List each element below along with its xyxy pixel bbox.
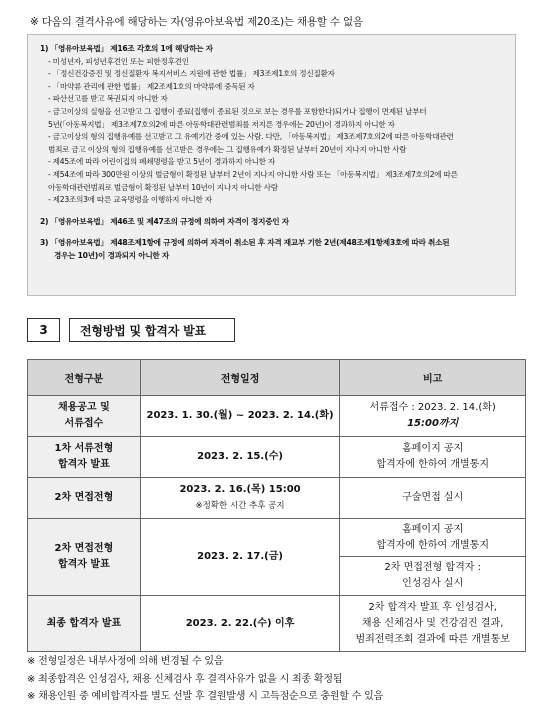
box-item: - 제23조의3에 따른 교육명령을 이행하지 아니한 자 — [48, 195, 212, 205]
date-cell: 2023. 2. 16.(목) 15:00 ※정확한 시간 추후 공지 — [140, 478, 340, 519]
box-item: - 제45조에 따라 어린이집의 폐쇄명령을 받고 5년이 경과하지 아니한 자 — [48, 157, 276, 167]
note-cell: 구술면접 실시 — [340, 478, 526, 519]
box-item-continued: 아동학대관련범죄로 벌금형이 확정된 날부터 10년이 지나지 아니한 사람 — [48, 182, 278, 192]
disqualification-box — [27, 34, 516, 296]
box-item-continued: 범죄로 금고 이상의 형의 집행유예를 선고받은 경우에는 그 집행유예가 확정된 날부터 20년이 지나지 아니한 사람 — [48, 144, 407, 154]
table-row — [28, 437, 526, 478]
stage-cell: 최종 합격자 발표 — [28, 596, 141, 652]
note-cell: 홈페이지 공지 합격자에 한하여 개별통지 — [340, 519, 526, 557]
column-header: 전형일정 — [140, 360, 340, 396]
box-heading-3-continued: 경우는 10년)이 경과되지 아니한 자 — [54, 250, 169, 260]
date-cell: 2023. 1. 30.(월) ~ 2023. 2. 14.(화) — [140, 396, 340, 437]
note-cell: 서류접수 : 2023. 2. 14.(화) 15:00까지 — [340, 396, 526, 437]
box-item: - 파산선고를 받고 복권되지 아니한 자 — [48, 94, 168, 104]
box-heading-1: 1) 「영유아보육법」 제16조 각호의 1에 해당하는 자 — [40, 44, 213, 53]
box-item: - 미성년자, 피성년후견인 또는 피한정후견인 — [48, 56, 189, 66]
table-row — [28, 396, 526, 437]
box-heading-3: 3) 「영유아보육법」 제48조제1항에 규정에 의하여 자격이 취소된 후 자격 재교부 기한 2년(제48조제1항제3호에 따라 취소된 — [40, 238, 450, 248]
date-cell: 2023. 2. 17.(금) — [140, 519, 340, 596]
footnote: ※ 채용인원 중 예비합격자를 별도 선발 후 결원발생 시 고득점순으로 충원할 수 있음 — [27, 691, 384, 702]
box-item: - 제54조에 따라 300만원 이상의 벌금형이 확정된 날부터 2년이 지나지 아니한 사람 또는 「아동복지법」 제3조제7호의2에 따른 — [48, 169, 458, 179]
column-header: 비고 — [340, 360, 526, 396]
box-item: - 「마약류 관리에 관한 법률」 제2조제1호의 마약류에 중독된 자 — [48, 81, 255, 91]
note-cell: 2차 면접전형 합격자 : 인성검사 실시 — [340, 557, 526, 596]
box-item: - 금고이상의 형의 집행유예를 선고받고 그 유예기간 중에 있는 사람. 다만, 「아동복지법」 제3조제7호의2에 따른 아동학대관련 — [48, 132, 454, 142]
footnotes — [27, 653, 383, 706]
stage-cell: 1차 서류전형 합격자 발표 — [28, 437, 141, 478]
box-item: - 금고이상의 실형을 선고받고 그 집행이 종료(집행이 종료된 것으로 보는 경우를 포함한다)되거나 집행이 면제된 날부터 — [48, 106, 427, 116]
date-cell: 2023. 2. 15.(수) — [140, 437, 340, 478]
stage-cell: 2차 면접전형 — [28, 478, 141, 519]
box-item: - 「정신건강증진 및 정신질환자 복지서비스 지원에 관한 법률」 제3조제1호의 정신질환자 — [48, 69, 335, 79]
stage-cell: 2차 면접전형 합격자 발표 — [28, 519, 141, 596]
date-cell: 2023. 2. 22.(수) 이후 — [140, 596, 340, 652]
column-header: 전형구분 — [28, 360, 141, 396]
stage-cell: 채용공고 및 서류접수 — [28, 396, 141, 437]
note-cell: 홈페이지 공지 합격자에 한하여 개별통지 — [340, 437, 526, 478]
table-row — [28, 596, 526, 652]
section-title: 전형방법 및 합격자 발표 — [69, 318, 235, 342]
schedule-table — [27, 359, 526, 652]
section-header — [27, 318, 235, 342]
box-item-continued: 5년(「아동복지법」 제3조제7호의2에 따른 아동학대관련범죄를 저지른 경우에는 20년)이 경과하지 아니한 자 — [48, 119, 395, 129]
table-row — [28, 519, 526, 557]
footnote: ※ 전형일정은 내부사정에 의해 변경될 수 있음 — [27, 656, 224, 667]
disqualification-note: ※ 다음의 결격사유에 해당하는 자(영유아보육법 제20조)는 채용할 수 없음 — [30, 16, 363, 28]
table-row — [28, 478, 526, 519]
section-number: 3 — [27, 318, 60, 342]
footnote: ※ 최종합격은 인성검사, 채용 신체검사 후 결격사유가 없을 시 최종 확정됨 — [27, 673, 343, 685]
table-header-row — [28, 360, 526, 396]
box-heading-2: 2) 「영유아보육법」 제46조 및 제47조의 규정에 의하여 자격이 정지중인 자 — [40, 216, 289, 226]
note-cell: 2차 합격자 발표 후 인성검사, 채용 신체검사 및 건강검진 결과, 범죄전력조회 결과에 따른 개별통보 — [340, 596, 526, 652]
